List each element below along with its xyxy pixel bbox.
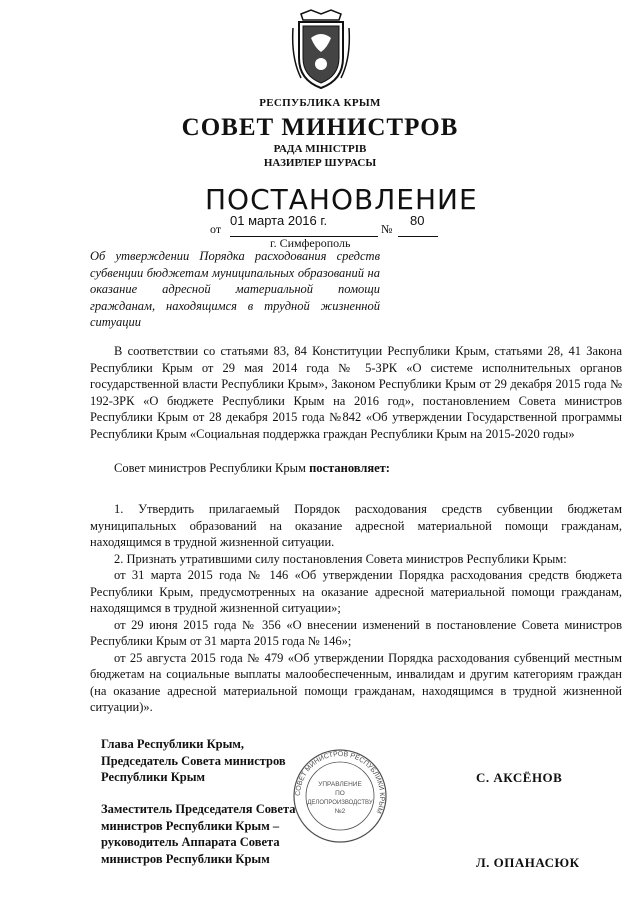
resolution-items	[90, 501, 622, 716]
list-item: от 31 марта 2015 года № 146 «Об утверждении Порядка расходования средств бюджета Республики Крым, предусмотренных на оказание адресной материальной помощи гражданам, находящимся в трудной жизненной ситуации»;	[90, 568, 622, 615]
number-underline	[398, 236, 438, 237]
city: г. Симферополь	[270, 236, 351, 250]
signatory-1-title: Глава Республики Крым, Председатель Совета министров Республики Крым	[101, 737, 286, 784]
document-subject: Об утверждении Порядка расходования средств субвенции бюджетам муниципальных образований на оказание адресной материальной помощи гражданам, находящимся в трудной жизненной ситуации	[90, 249, 380, 329]
nazirler-header: НАЗИРЛЕР ШУРАСЫ	[263, 157, 377, 169]
svg-text:ПО: ПО	[335, 790, 345, 797]
coat-of-arms-emblem	[291, 8, 351, 92]
list-item: от 29 июня 2015 года № 356 «О внесении изменений в постановление Совета министров Республики Крым от 31 марта 2015 года № 146»;	[90, 617, 622, 648]
coat-of-arms-icon	[291, 8, 351, 92]
number-value: 80	[410, 213, 425, 228]
council-header: СОВЕТ МИНИСТРОВ	[181, 114, 459, 141]
list-item: 1. Утвердить прилагаемый Порядок расходования средств субвенции бюджетам муниципальных образований на оказание адресной материальной помощи гражданам, находящимся в трудной жизненной ситуации.	[90, 502, 622, 549]
number-label: №	[381, 222, 393, 236]
rada-header: РАДА МІНІСТРІВ	[273, 143, 367, 155]
list-item: 2. Признать утратившими силу постановления Совета министров Республики Крым:	[114, 551, 567, 566]
stamp-icon	[292, 748, 388, 844]
official-stamp	[292, 748, 388, 844]
preamble: В соответствии со статьями 83, 84 Конституции Республики Крым, статьями 28, 41 Закона Республики Крым от 29 мая 2014 года № 5-ЗРК «О системе исполнительных органов государственной власти Республики Крым», Законом Республики Крым от 29 декабря 2015 года № 192-ЗРК «О бюджете Республики Крым на 2016 год», постановлением Совета министров Республики Крым от 28 декабря 2015 года №842 «Об утверждении Государственной программы Республики Крым «Социальная поддержка граждан Республики Крым на 2015-2020 годы»	[90, 344, 622, 441]
svg-text:ДЕЛОПРОИЗВОДСТВУ: ДЕЛОПРОИЗВОДСТВУ	[307, 800, 373, 806]
resolves-line	[90, 460, 622, 477]
list-item: от 25 августа 2015 года № 479 «Об утверждении Порядка расходования субвенций местным бюджетам на социальные выплаты малообеспеченным, инвалидам и другим категориям граждан (на оказание адресной материальной помощи гражданам, находящимся в трудной жизненной ситуации)».	[90, 650, 622, 714]
svg-text:СОВЕТ МИНИСТРОВ РЕСПУБЛИКИ КРЫ: СОВЕТ МИНИСТРОВ РЕСПУБЛИКИ КРЫМ	[294, 750, 386, 815]
signatory-2-title: Заместитель Председателя Совета министров Республики Крым – руководитель Аппарата Совета министров Республики Крым	[101, 802, 296, 866]
svg-text:УПРАВЛЕНИЕ: УПРАВЛЕНИЕ	[318, 781, 362, 788]
svg-text:№2: №2	[334, 808, 346, 815]
date-label: от	[210, 222, 222, 236]
republic-header: РЕСПУБЛИКА КРЫМ	[259, 97, 381, 109]
resolves-bold: постановляет:	[309, 461, 390, 475]
date-value: 01 марта 2016 г.	[230, 213, 328, 228]
document-type-title: ПОСТАНОВЛЕНИЕ	[205, 183, 478, 216]
resolves-prefix: Совет министров Республики Крым	[114, 461, 310, 475]
signatory-2-name: Л. ОПАНАСЮК	[476, 855, 580, 870]
signatory-1-name: С. АКСЁНОВ	[476, 770, 563, 785]
